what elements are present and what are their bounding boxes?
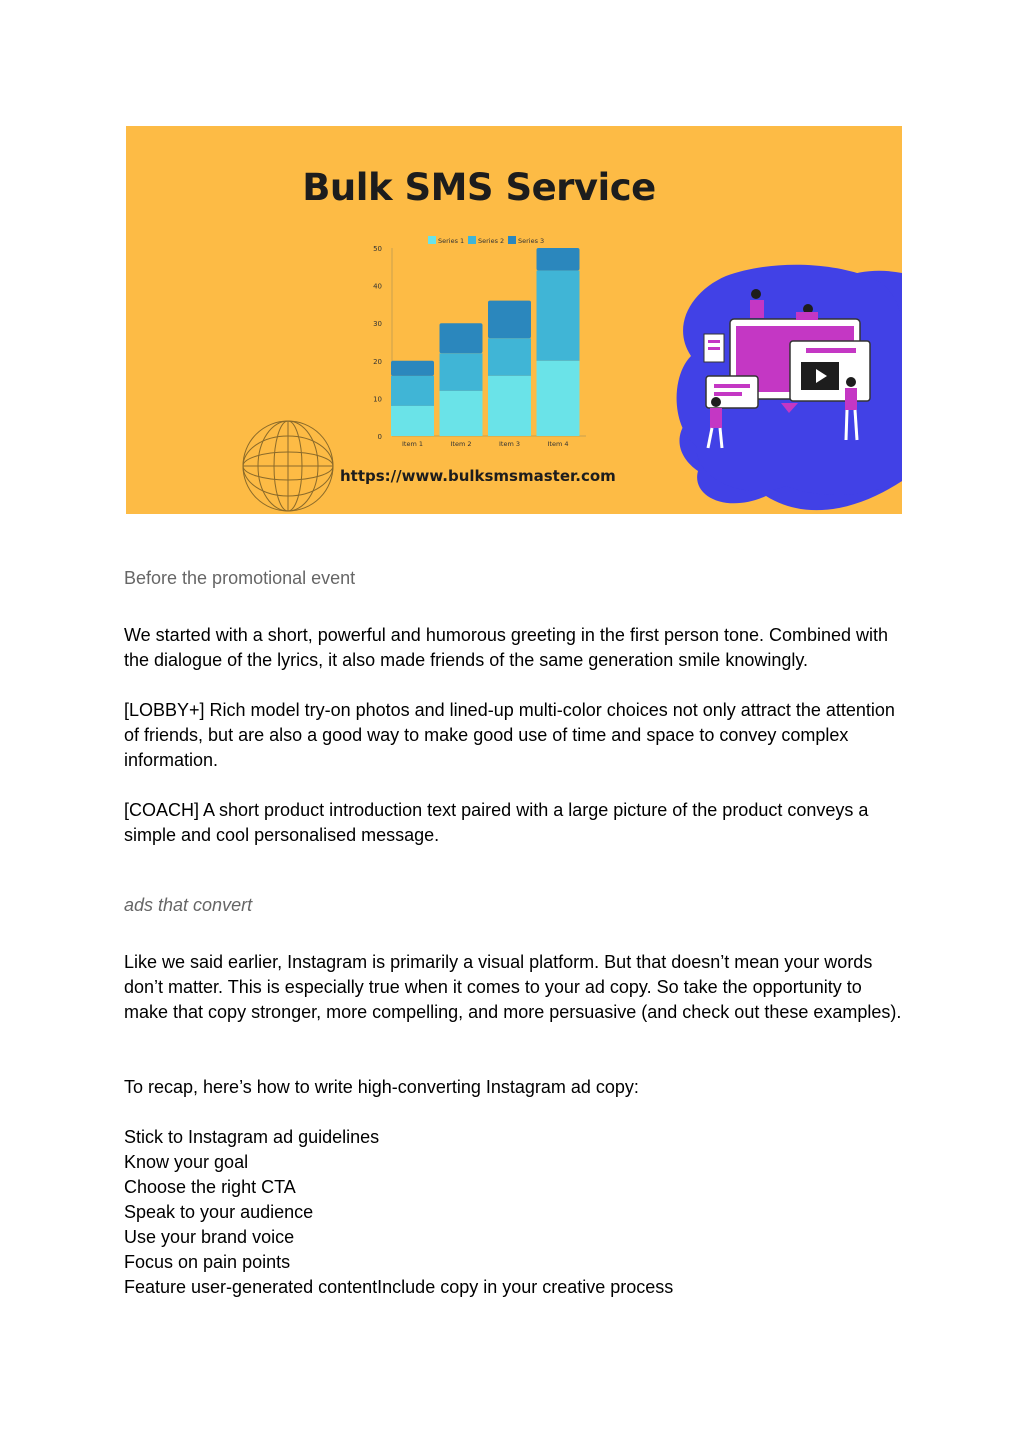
y-tick-label: 10 bbox=[373, 395, 382, 404]
section-heading-promotional-event: Before the promotional event bbox=[124, 568, 356, 588]
bar-segment bbox=[391, 406, 434, 436]
bar-segment bbox=[537, 248, 580, 271]
x-tick-label: Item 4 bbox=[547, 440, 569, 448]
paragraph-instagram: Like we said earlier, Instagram is primarily a visual platform. But that doesn’t mean your words don’t matter. This is especially true when it comes to your ad copy. So take the opportunity to make that copy stronger, more compelling, and more persuasive (and check out these examples). bbox=[124, 952, 902, 1022]
legend-label: Series 1 bbox=[438, 237, 465, 245]
bar-segment bbox=[537, 271, 580, 361]
y-tick-label: 0 bbox=[377, 433, 382, 441]
list-item: Choose the right CTA bbox=[124, 1177, 296, 1197]
paragraph-recap: To recap, here’s how to write high-converting Instagram ad copy: bbox=[124, 1077, 639, 1097]
bar-segment bbox=[391, 361, 434, 376]
stacked-bar-chart bbox=[366, 230, 596, 458]
bar-segment bbox=[440, 391, 483, 436]
paragraph-greeting: We started with a short, powerful and humorous greeting in the first person tone. Combined with the dialogue of the lyrics, it also made friends of the same generation smile knowingly. bbox=[124, 625, 889, 670]
legend-swatch bbox=[508, 236, 516, 244]
y-tick-label: 20 bbox=[373, 357, 382, 366]
banner-url: https://www.bulksmsmaster.com bbox=[340, 467, 616, 485]
list-item: Use your brand voice bbox=[124, 1227, 295, 1247]
x-tick-label: Item 1 bbox=[402, 440, 423, 448]
paragraph-lobby: [LOBBY+] Rich model try-on photos and lined-up multi-color choices not only attract the attention of friends, but are also a good way to make good use of time and space to convey complex information. bbox=[124, 700, 895, 770]
list-item: Feature user-generated contentInclude copy in your creative process bbox=[124, 1277, 674, 1297]
y-tick-label: 40 bbox=[373, 282, 382, 291]
bar-segment bbox=[488, 338, 531, 376]
y-tick-label: 30 bbox=[373, 320, 382, 329]
bar-segment bbox=[488, 376, 531, 436]
section-heading-ads-that-convert: ads that convert bbox=[124, 895, 253, 915]
bar-segment bbox=[488, 301, 531, 339]
x-tick-label: Item 2 bbox=[450, 440, 472, 448]
promo-banner bbox=[126, 126, 902, 514]
list-item: Focus on pain points bbox=[124, 1252, 291, 1272]
tips-list bbox=[124, 1125, 904, 1300]
list-item: Stick to Instagram ad guidelines bbox=[124, 1127, 380, 1147]
bar-segment bbox=[391, 376, 434, 406]
list-item: Speak to your audience bbox=[124, 1202, 314, 1222]
paragraph-coach: [COACH] A short product introduction text paired with a large picture of the product conveys a simple and cool personalised message. bbox=[124, 800, 869, 845]
legend-swatch bbox=[428, 236, 436, 244]
bar-segment bbox=[440, 353, 483, 391]
legend-swatch bbox=[468, 236, 476, 244]
bar-segment bbox=[440, 323, 483, 353]
bar-segment bbox=[537, 361, 580, 436]
legend-label: Series 3 bbox=[518, 237, 545, 245]
list-item: Know your goal bbox=[124, 1152, 249, 1172]
banner-title: Bulk SMS Service bbox=[302, 166, 656, 209]
globe-icon bbox=[243, 421, 333, 511]
x-tick-label: Item 3 bbox=[499, 440, 520, 448]
y-tick-label: 50 bbox=[373, 245, 382, 253]
legend-label: Series 2 bbox=[478, 237, 505, 245]
